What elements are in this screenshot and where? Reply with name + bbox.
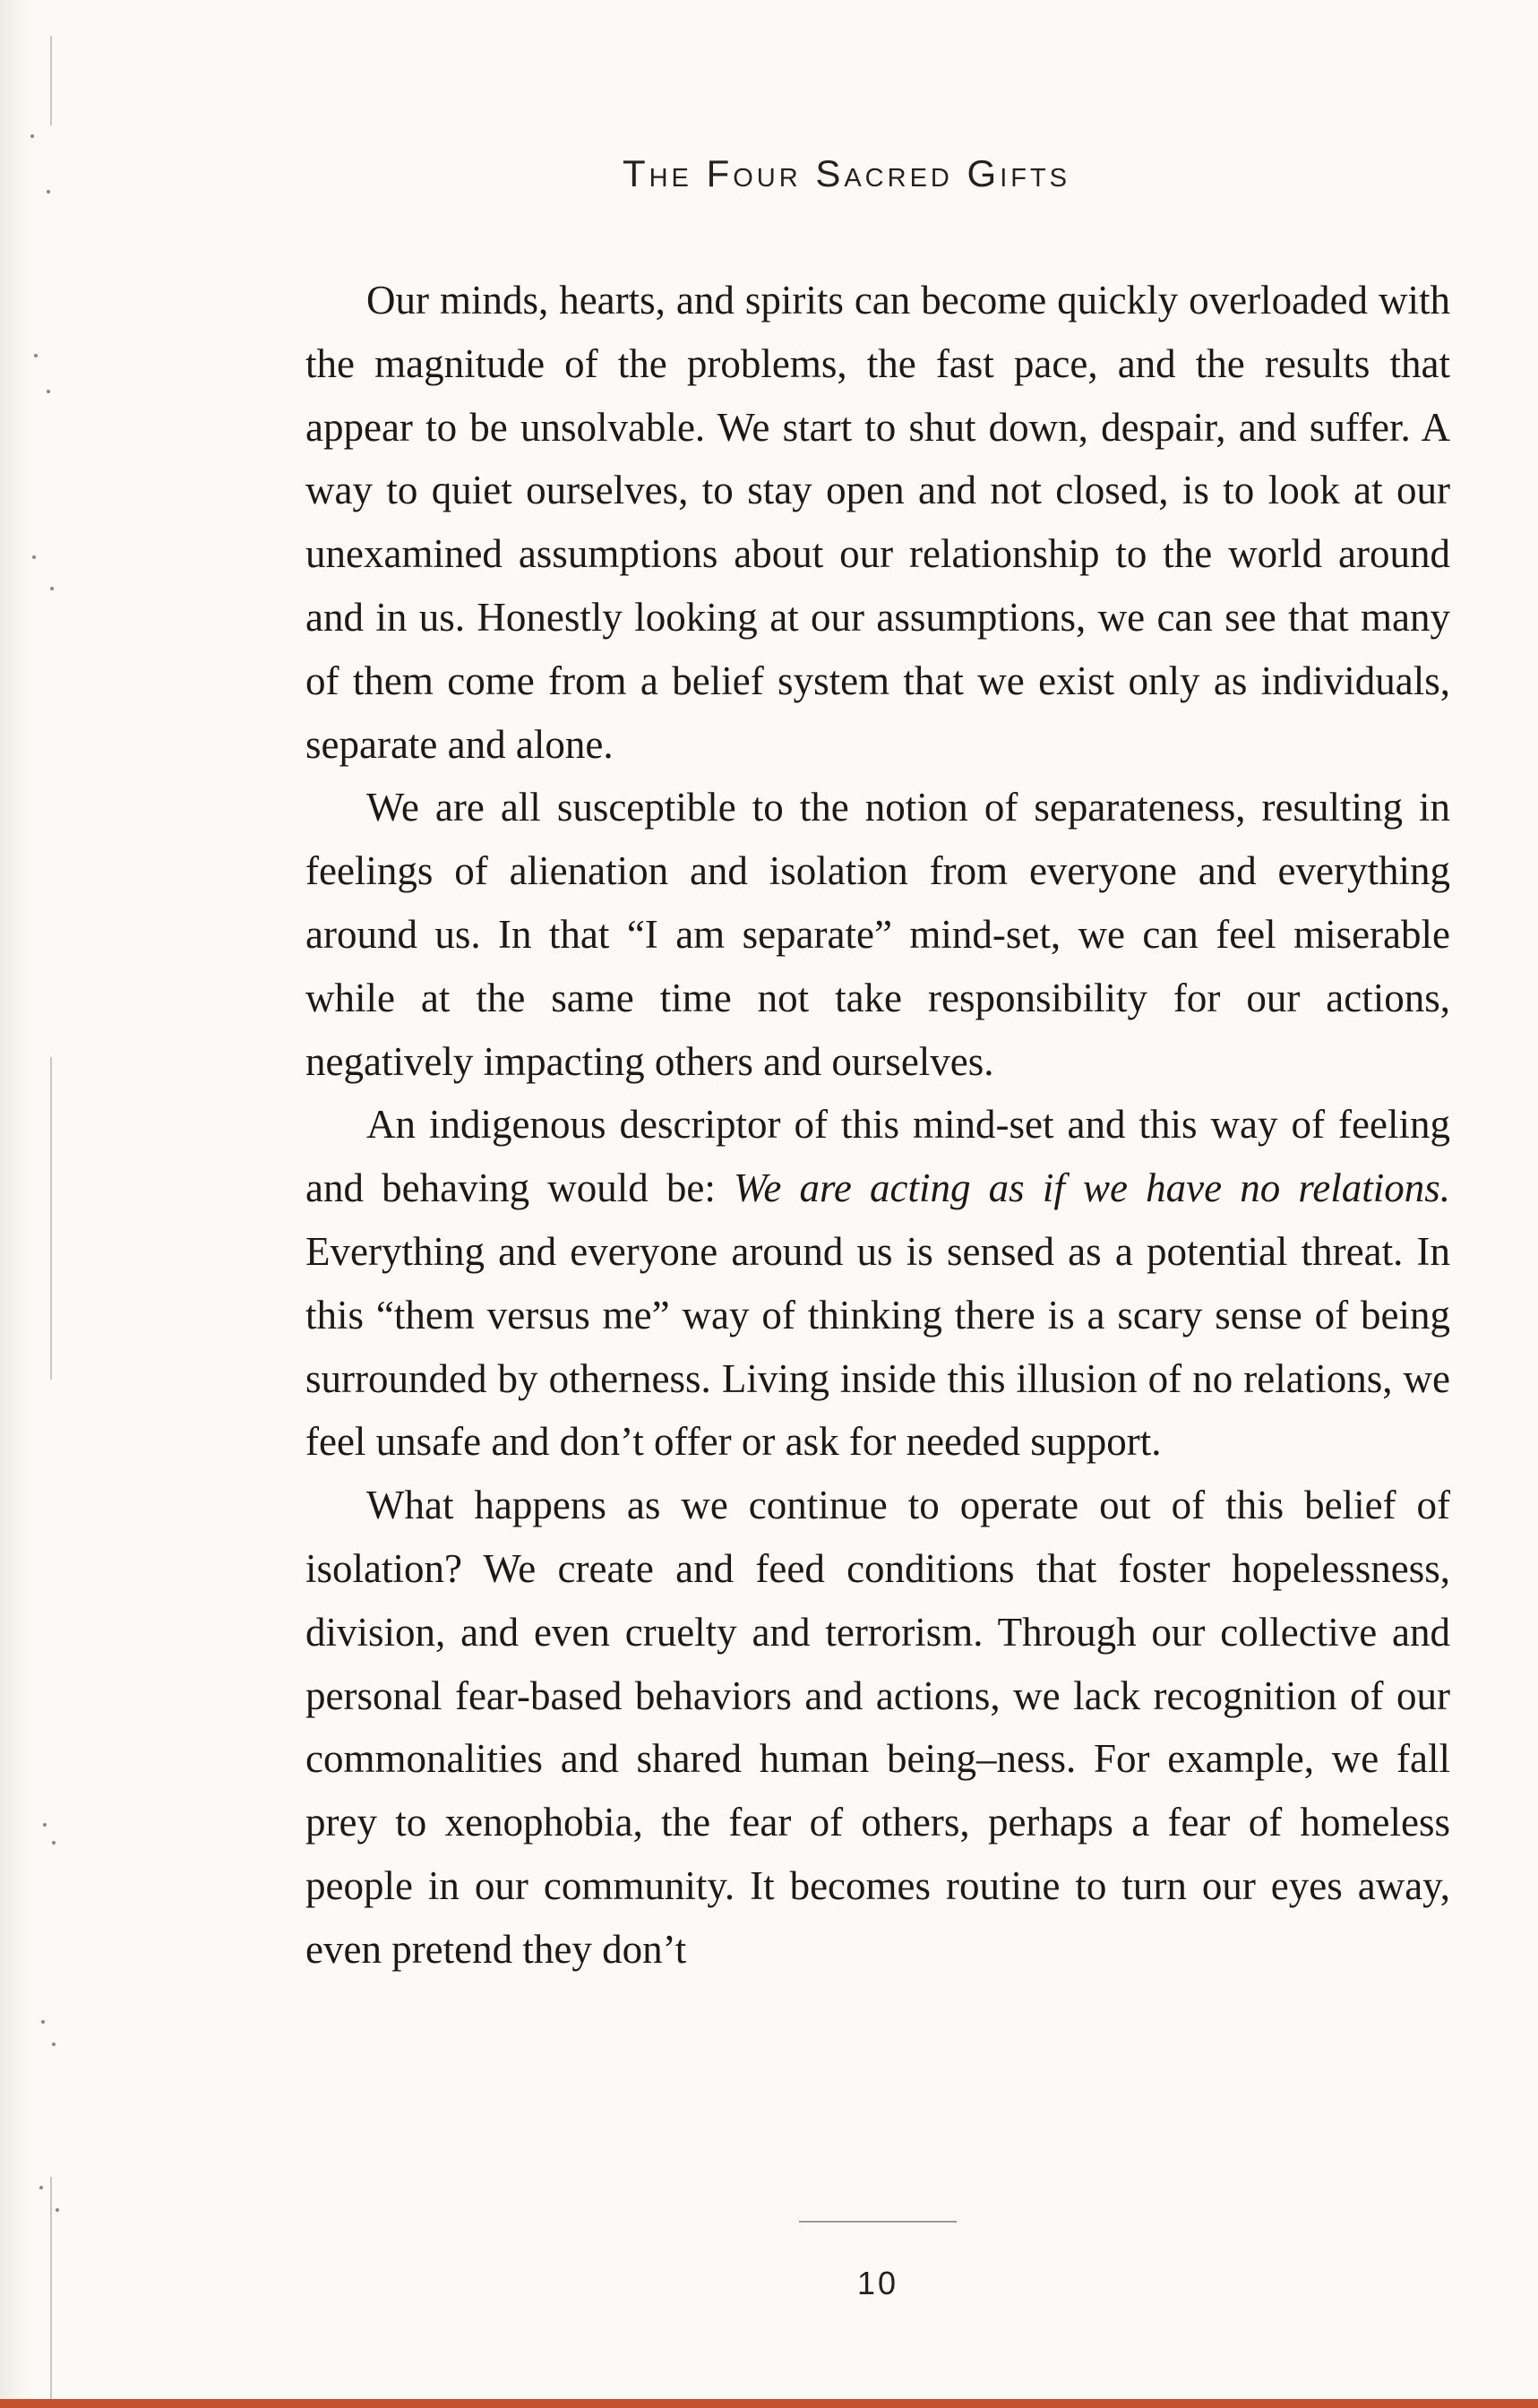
paragraph (305, 1093, 1450, 1474)
paragraph (305, 1474, 1450, 1981)
paragraph (305, 776, 1450, 1093)
scan-speck (47, 390, 50, 393)
body-text (305, 269, 1450, 1982)
paragraph-text: An indigenous descriptor of this mind-set and this way of feeling and behaving would be: (305, 1102, 1450, 1211)
scan-speck (50, 587, 54, 590)
scan-speck (34, 354, 38, 357)
folio-rule (799, 2221, 957, 2223)
scan-speck (56, 2208, 59, 2212)
scan-speck (39, 2186, 43, 2189)
italic-phrase: We are acting as if we have no relations. (734, 1165, 1450, 1211)
paragraph (305, 269, 1450, 776)
page-number: 10 (856, 2265, 899, 2301)
paragraph-text: Our minds, hearts, and spirits can become quickly overloaded with the magnitude of the problems, the fast pace, and the results that appear to be unsolvable. We start to shut down, despair, and suffer. A way to quiet ourselves, to stay open and not closed, is to look at our unexamined assumptions about our relationship to the world around and in us. Honestly looking at our assumptions, we can see that many of them come from a belief system that we exist only as individuals, separate and alone. (305, 278, 1450, 767)
paragraph-text: Everything and everyone around us is sensed as a potential threat. In this “them versus me” way of thinking there is a scary sense of being surrounded by otherness. Living inside this illusion of no relations, we feel unsafe and don’t offer or ask for needed support. (305, 1228, 1450, 1465)
paragraph-text: What happens as we continue to operate out of this belief of isolation? We create and feed conditions that foster hopelessness, division, and even cruelty and terrorism. Through our collective and personal fear-based behaviors and actions, we lack recognition of our commonalities and shared human being–ness. For example, we fall prey to xenophobia, the fear of others, perhaps a fear of homeless people in our community. It becomes routine to turn our eyes away, even pretend they don’t (305, 1483, 1450, 1972)
scan-speck (41, 2020, 45, 2024)
scan-edge-mark (50, 1057, 52, 1380)
scan-speck (30, 134, 34, 138)
scan-speck (32, 555, 36, 559)
scan-speck (52, 1841, 56, 1845)
paragraph-text: We are all susceptible to the notion of separateness, resulting in feelings of alienation and isolation from everyone and everything around us. In that “I am separate” mind-set, we can feel miserable while at the same time not take responsibility for our actions, negatively impacting others and ourselves. (305, 785, 1450, 1084)
page-gutter-shadow (0, 0, 32, 2408)
scan-edge-mark (50, 36, 52, 125)
scan-edge-mark (50, 2177, 52, 2401)
running-head: The Four Sacred Gifts (622, 152, 1071, 194)
page-bottom-edge (0, 2399, 1538, 2408)
scan-speck (52, 2042, 56, 2046)
scan-speck (43, 1823, 47, 1827)
